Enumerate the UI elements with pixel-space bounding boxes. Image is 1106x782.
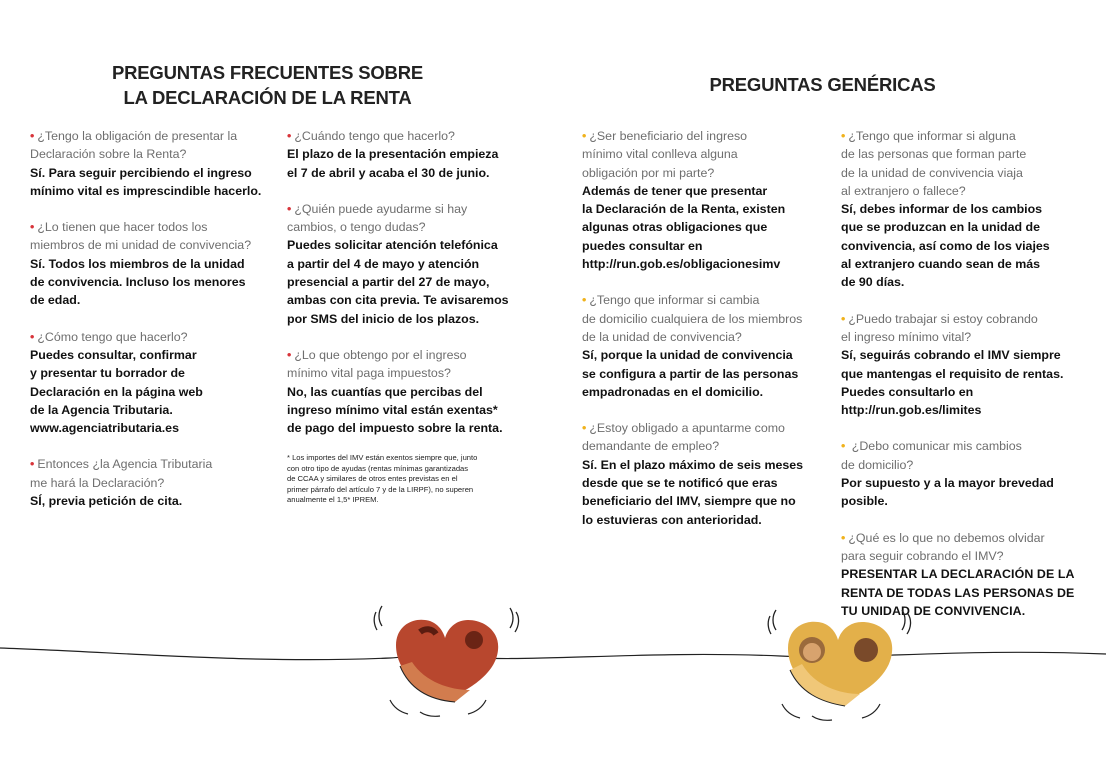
faq-question (582, 419, 832, 456)
faq-question-text: ¿Tengo la obligación de presentar la Declaración sobre la Renta? (30, 129, 238, 162)
title-line-1: PREGUNTAS FRECUENTES SOBRE (111, 62, 424, 83)
faq-answer: Puedes consultar, confirmar y presentar tu borrador de Declaración en la página web de la Agencia Tributaria. www.agenciatributaria.es (30, 347, 203, 436)
bullet-dot-icon: • (841, 530, 846, 545)
faq-answer: Por supuesto y a la mayor brevedad posible. (841, 476, 1054, 509)
faq-answer: Puedes solicitar atención telefónica a partir del 4 de mayo y atención presencial a partir del 27 de mayo, ambas con cita previa. Te avisaremos por SMS del inicio de los plazos. (287, 238, 509, 326)
bullet-dot-icon: • (582, 293, 587, 308)
faq-answer: Sí, seguirás cobrando el IMV siempre que mantengas el requisito de rentas. Puedes consultarlo en http://run.gob.es/limites (841, 348, 1064, 418)
faq-question (841, 437, 1096, 474)
hearts-illustration (0, 590, 1106, 725)
faq-column-3 (582, 127, 832, 547)
faq-answer: Sí. En el plazo máximo de seis meses desde que se te notificó que eras beneficiario del IMV, siempre que no lo estuvieras con anterioridad. (582, 457, 804, 527)
faq-answer: Sí, debes informar de los cambios que se produzcan en la unidad de convivencia, así como de los viajes al extranjero cuando sean de más de 90 días. (841, 202, 1050, 290)
bullet-dot-icon: • (30, 129, 35, 143)
faq-question-text: ¿Lo tienen que hacer todos los miembros de mi unidad de convivencia? (30, 220, 252, 253)
faq-question (841, 127, 1096, 200)
faq-question (30, 455, 305, 492)
faq-question-text: ¿Quién puede ayudarme si hay cambios, o tengo dudas? (287, 201, 468, 235)
bullet-dot-icon: • (30, 457, 35, 472)
faq-answer: No, las cuantías que percibas del ingreso mínimo vital están exentas* de pago del impuesto sobre la renta. (287, 384, 503, 436)
faq-question-text: ¿Qué es lo que no debemos olvidar para seguir cobrando el IMV? (841, 530, 1045, 563)
faq-question-text: ¿Lo que obtengo por el ingreso mínimo vital paga impuestos? (287, 347, 467, 381)
bullet-dot-icon: • (841, 439, 846, 454)
bullet-dot-icon: • (841, 311, 846, 326)
faq-answer: El plazo de la presentación empieza el 7 de abril y acaba el 30 de junio. (287, 147, 499, 180)
faq-question-text: Entonces ¿la Agencia Tributaria me hará la Declaración? (30, 457, 213, 490)
heart-right-icon (768, 610, 910, 720)
wave-line (0, 648, 1106, 660)
faq-question (30, 218, 305, 255)
faq-item (582, 291, 832, 401)
bullet-dot-icon: • (30, 220, 35, 235)
footnote: * Los importes del IMV están exentos siempre que, junto con otro tipo de ayudas (rentas mínimas garantizadas de CCAA y similares de otros entes previstas en el primer párrafo del artículo 7 y de la LIRPF), no superen anualmente el 1,5* IPREM. (287, 453, 478, 505)
faq-question (287, 346, 562, 383)
faq-answer: Sí. Todos los miembros de la unidad de convivencia. Incluso los menores de edad. (30, 256, 246, 308)
faq-question-text: ¿Ser beneficiario del ingreso mínimo vital conlleva alguna obligación por mi parte? (582, 129, 748, 180)
bullet-dot-icon: • (841, 129, 846, 143)
faq-column-1 (30, 127, 305, 528)
faq-question-text: ¿Debo comunicar mis cambios de domicilio? (841, 439, 1022, 472)
bullet-dot-icon: • (582, 421, 587, 436)
faq-item (30, 218, 305, 309)
faq-item (30, 455, 305, 510)
faq-item (287, 200, 562, 328)
faq-question-text: ¿Estoy obligado a apuntarme como demandante de empleo? (582, 421, 785, 454)
faq-item (841, 127, 1096, 292)
faq-question (582, 291, 832, 346)
bullet-dot-icon: • (582, 129, 587, 143)
bullet-dot-icon: • (287, 347, 292, 362)
faq-item (841, 310, 1096, 420)
faq-question-text: ¿Tengo que informar si alguna de las personas que forman parte de la unidad de convivencia viaja al extranjero o fallece? (841, 129, 1027, 198)
faq-question (841, 529, 1096, 566)
heart-left-icon (374, 606, 518, 716)
faq-question (30, 328, 305, 346)
faq-item (841, 437, 1096, 510)
faq-question (30, 127, 305, 164)
faq-answer: Además de tener que presentar la Declaración de la Renta, existen algunas otras obligaciones que puedes consultar en http://run.gob.es/obligacionesimv (582, 183, 786, 272)
faq-answer: Sí, porque la unidad de convivencia se configura a partir de las personas empadronadas en el domicilio. (582, 348, 799, 399)
faq-question-text: ¿Cuándo tengo que hacerlo? (294, 129, 455, 143)
faq-answer: SÍ, previa petición de cita. (30, 494, 183, 509)
faq-item (582, 419, 832, 529)
title-line-2: LA DECLARACIÓN DE LA RENTA (123, 87, 412, 108)
faq-question-text: ¿Tengo que informar si cambia de domicilio cualquiera de los miembros de la unidad de convivencia? (582, 293, 803, 344)
bullet-dot-icon: • (287, 129, 292, 143)
faq-question (287, 200, 562, 237)
faq-item (30, 328, 305, 438)
faq-item (30, 127, 305, 200)
faq-item (287, 127, 562, 182)
faq-question-text: ¿Cómo tengo que hacerlo? (37, 329, 188, 344)
faq-column-2 (287, 127, 562, 505)
faq-question (582, 127, 832, 182)
faq-column-4 (841, 127, 1096, 638)
faq-item (287, 346, 562, 437)
generic-faq-title: PREGUNTAS GENÉRICAS (709, 74, 936, 95)
faq-answer: Sí. Para seguir percibiendo el ingreso mínimo vital es imprescindible hacerlo. (30, 165, 262, 198)
bullet-dot-icon: • (287, 201, 292, 216)
faq-question (841, 310, 1096, 347)
faq-answer: PRESENTAR LA DECLARACIÓN DE LA RENTA DE TODAS LAS PERSONAS DE TU UNIDAD DE CONVIVENCIA. (841, 567, 1075, 618)
faq-question-text: ¿Puedo trabajar si estoy cobrando el ingreso mínimo vital? (841, 311, 1038, 344)
faq-renta-title (90, 60, 445, 110)
bullet-dot-icon: • (30, 329, 35, 344)
faq-question (287, 127, 562, 145)
faq-item (582, 127, 832, 273)
